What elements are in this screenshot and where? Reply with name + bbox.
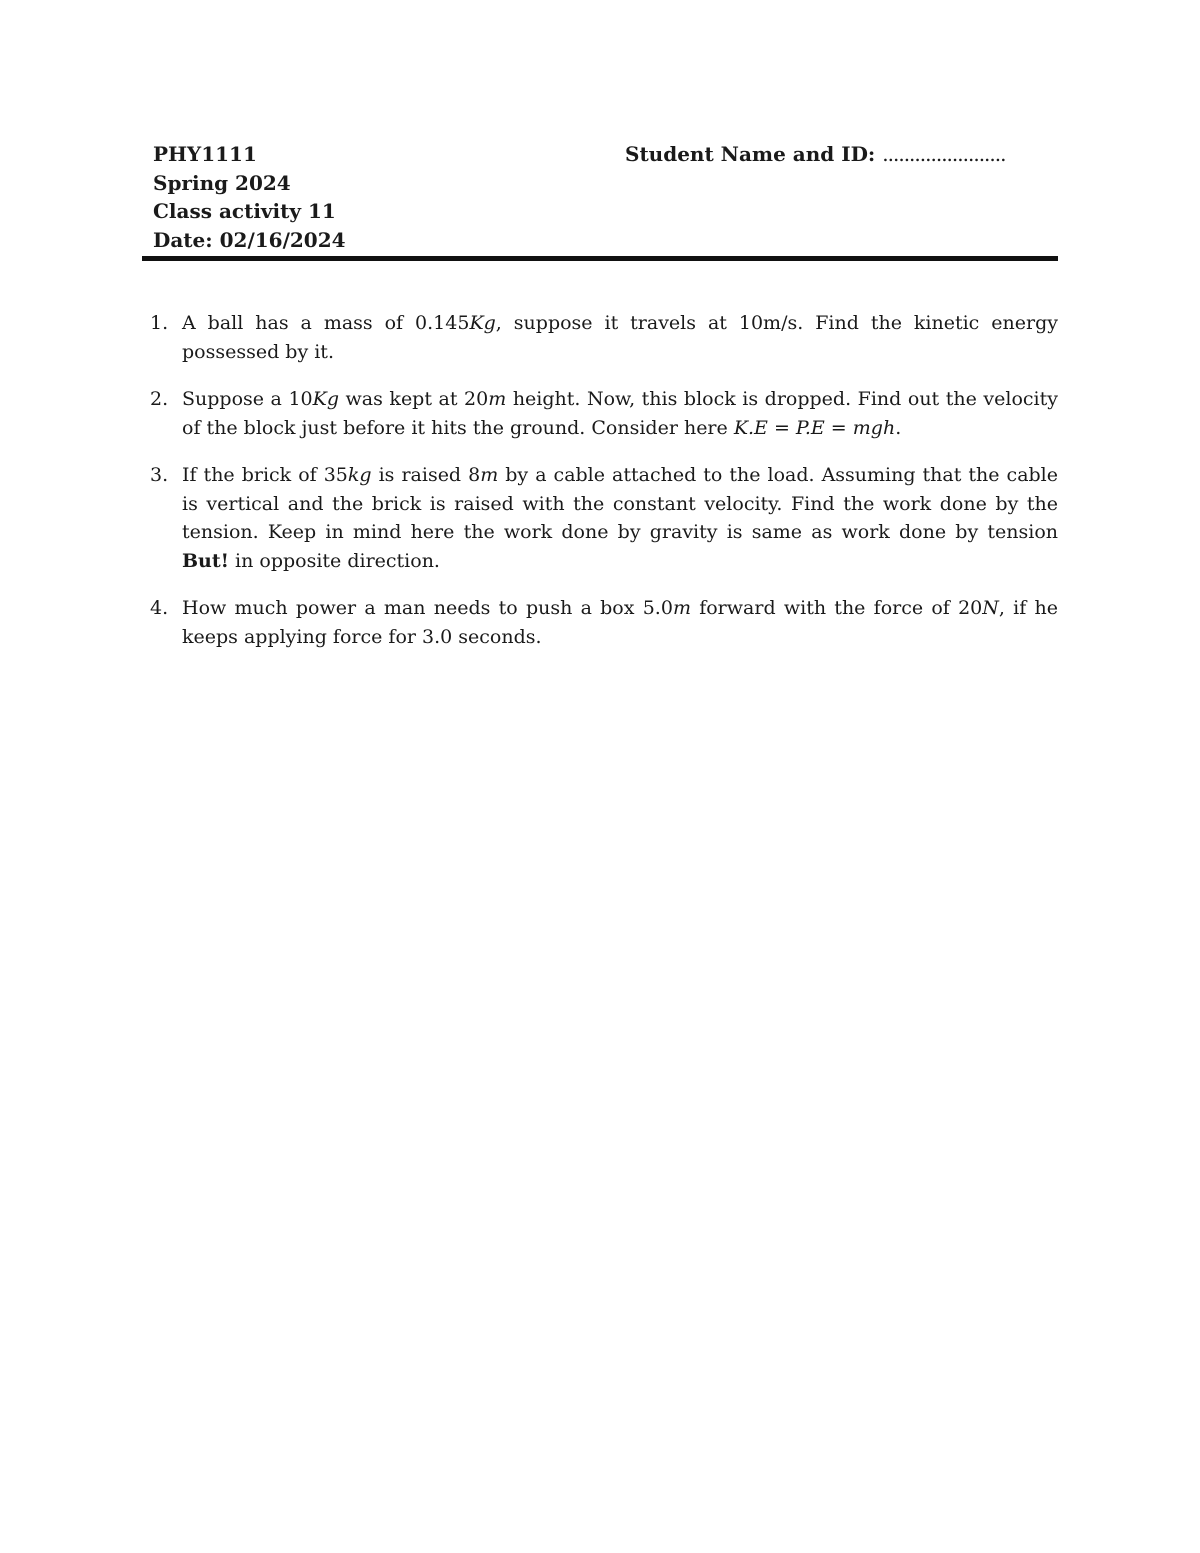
question-item [150, 309, 1058, 366]
text-segment: height. Now, this block is dropped. Find out the velocity of the block just before it hits the ground. Consider here [182, 388, 1058, 439]
date: Date: 02/16/2024 [153, 227, 346, 252]
course-info [153, 140, 346, 254]
document-header [153, 140, 1058, 258]
math-symbol: mgh [852, 416, 896, 439]
term: Spring 2024 [153, 170, 291, 195]
course-code: PHY1111 [153, 142, 257, 166]
math-symbol: Kg [469, 312, 496, 334]
question-text [182, 461, 1058, 575]
question-number: 3. [150, 464, 169, 486]
text-segment: = [824, 416, 853, 439]
text-segment: forward with the force of 20 [690, 597, 983, 619]
question-item [150, 461, 1058, 575]
emphasis-text: But! [182, 549, 229, 572]
text-segment: Suppose a 10 [182, 388, 313, 410]
math-symbol: Kg [312, 388, 339, 410]
math-symbol: N [982, 597, 999, 619]
question-text [182, 309, 1058, 366]
math-symbol: m [672, 597, 691, 619]
math-symbol: K.E [733, 416, 768, 439]
question-number: 2. [150, 388, 169, 410]
question-number: 4. [150, 597, 169, 619]
text-segment: = [767, 416, 796, 439]
math-symbol: P.E [795, 416, 825, 439]
text-segment: by a cable attached to the load. Assuming that the cable is vertical and the brick is raised with the constant velocity. Find the work done by the tension. Keep in mind here the work done by gravity is same as work done by tension [182, 464, 1059, 543]
student-info [625, 140, 1006, 169]
question-text [182, 594, 1058, 651]
text-segment: . [895, 416, 902, 439]
question-item [150, 594, 1058, 651]
text-segment: , suppose it travels at 10m/s. Find the kinetic energy possessed by it. [182, 312, 1058, 363]
text-segment: is raised 8 [371, 464, 481, 486]
text-segment: was kept at 20 [338, 388, 489, 410]
student-name-blank: ....................... [882, 142, 1006, 166]
text-segment: in opposite direction. [229, 549, 440, 572]
student-name-label: Student Name and ID: [625, 142, 876, 166]
text-segment: A ball has a mass of 0.145 [182, 312, 470, 334]
question-list [150, 309, 1058, 670]
math-symbol: m [488, 388, 507, 410]
question-number: 1. [150, 312, 169, 334]
activity-title: Class activity 11 [153, 199, 336, 223]
question-item [150, 385, 1058, 442]
question-text [182, 385, 1058, 442]
text-segment: If the brick of 35 [182, 464, 348, 486]
header-divider [142, 256, 1058, 261]
math-symbol: m [480, 464, 499, 486]
text-segment: , if he keeps applying force for 3.0 seconds. [182, 597, 1059, 648]
text-segment: How much power a man needs to push a box 5.0 [182, 597, 673, 619]
math-symbol: kg [347, 464, 372, 486]
